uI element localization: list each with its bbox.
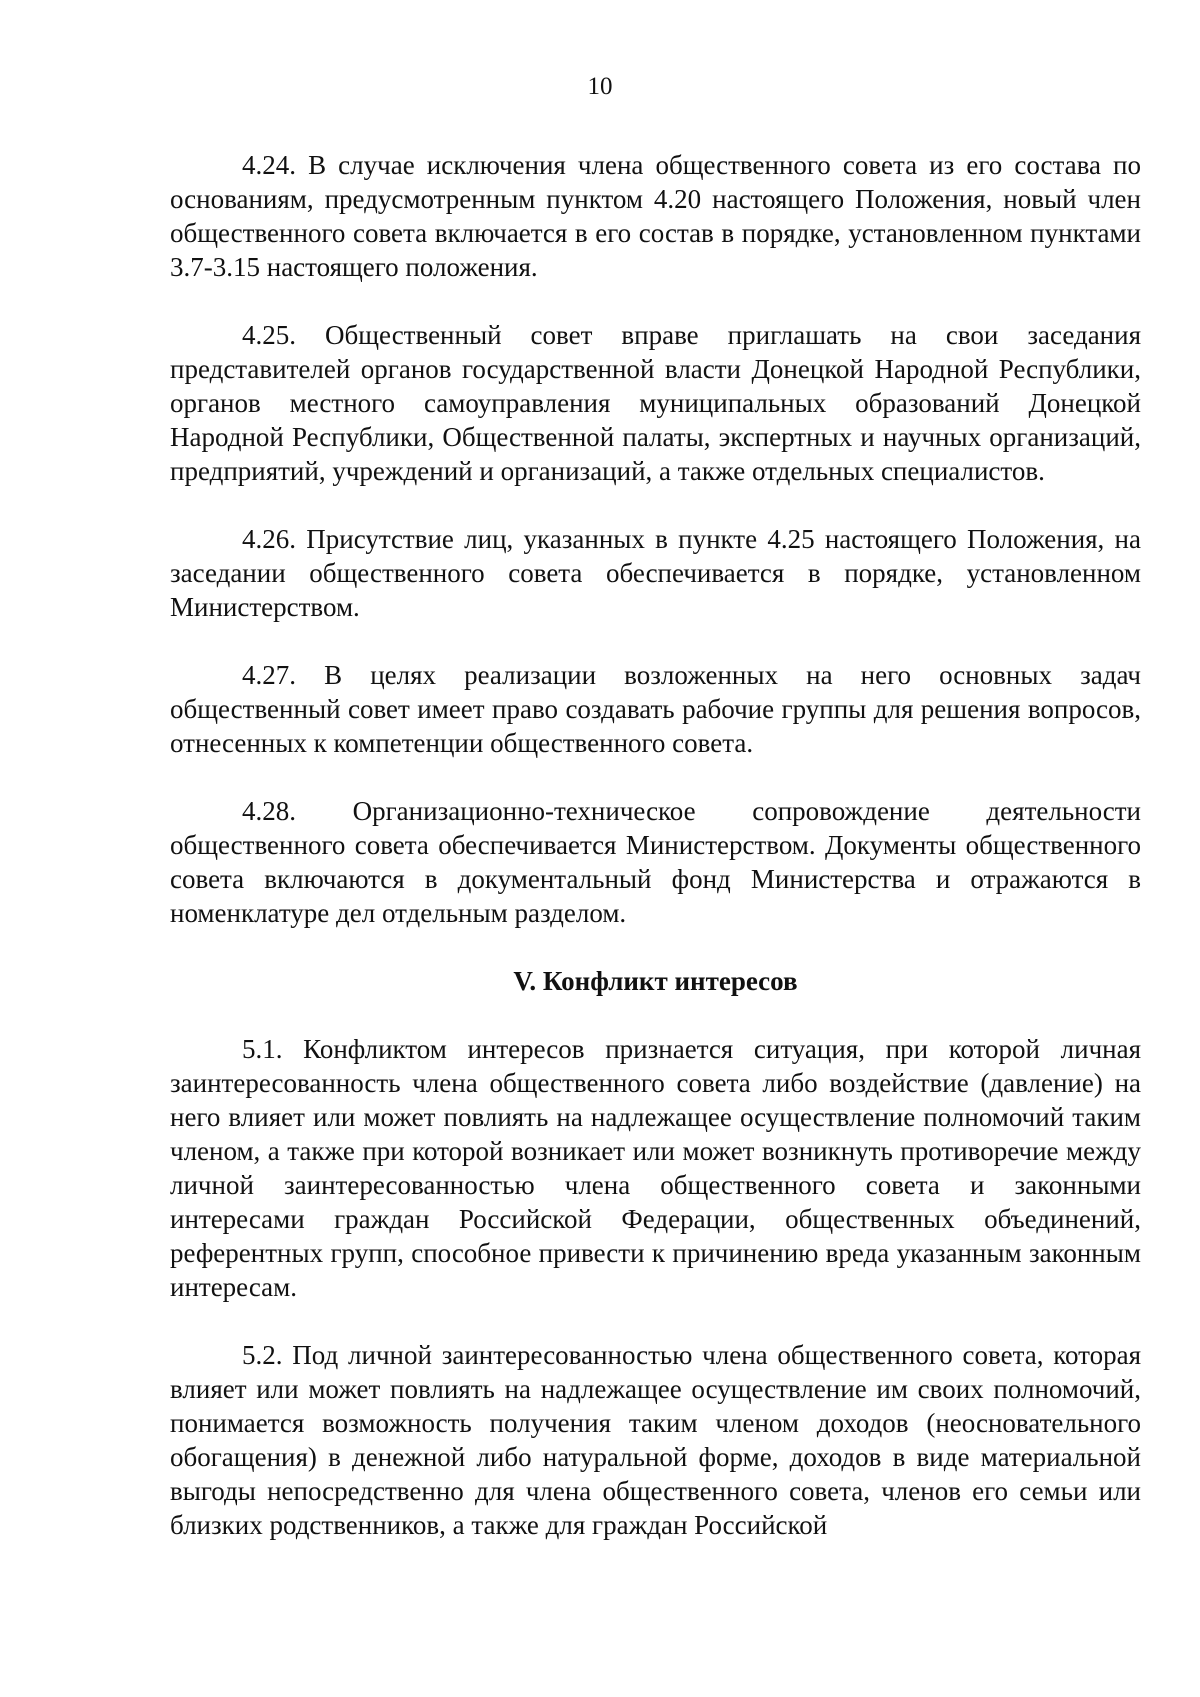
paragraph-4-25: 4.25. Общественный совет вправе приглашать на свои заседания представителей органов государственной власти Донецкой Народной Республики, органов местного самоуправления муниципальных образований Донецкой Народной Республики, Общественной палаты, экспертных и научных организаций, предприятий, учреждений и организаций, а также отдельных специалистов. bbox=[170, 320, 1141, 486]
paragraph-4-24: 4.24. В случае исключения члена общественного совета из его состава по основаниям, предусмотренным пунктом 4.20 настоящего Положения, новый член общественного совета включается в его состав в порядке, установленном пунктами 3.7-3.15 настоящего положения. bbox=[170, 150, 1141, 282]
paragraph-4-28: 4.28. Организационно-техническое сопровождение деятельности общественного совета обеспечивается Министерством. Документы общественного совета включаются в документальный фонд Министерства и отражаются в номенклатуре дел отдельным разделом. bbox=[170, 796, 1141, 928]
page-number: 10 bbox=[587, 73, 613, 100]
paragraph-4-27: 4.27. В целях реализации возложенных на него основных задач общественный совет имеет право создавать рабочие группы для решения вопросов, отнесенных к компетенции общественного совета. bbox=[170, 660, 1141, 758]
section-heading: V. Конфликт интересов bbox=[513, 966, 798, 996]
paragraph-5-1: 5.1. Конфликтом интересов признается ситуация, при которой личная заинтересованность члена общественного совета либо воздействие (давление) на него влияет или может повлиять на надлежащее осуществление полномочий таким членом, а также при которой возникает или может возникнуть противоречие между личной заинтересованностью члена общественного совета и законными интересами граждан Российской Федерации, общественных объединений, референтных групп, способное привести к причинению вреда указанным законным интересам. bbox=[170, 1034, 1141, 1302]
document-body bbox=[170, 148, 1141, 1576]
paragraph-4-26: 4.26. Присутствие лиц, указанных в пункте 4.25 настоящего Положения, на заседании общественного совета обеспечивается в порядке, установленном Министерством. bbox=[170, 524, 1141, 622]
paragraph-5-2: 5.2. Под личной заинтересованностью члена общественного совета, которая влияет или может повлиять на надлежащее осуществление им своих полномочий, понимается возможность получения таким членом доходов (неосновательного обогащения) в денежной либо натуральной форме, доходов в виде материальной выгоды непосредственно для члена общественного совета, членов его семьи или близких родственников, а также для граждан Российской bbox=[170, 1340, 1141, 1540]
